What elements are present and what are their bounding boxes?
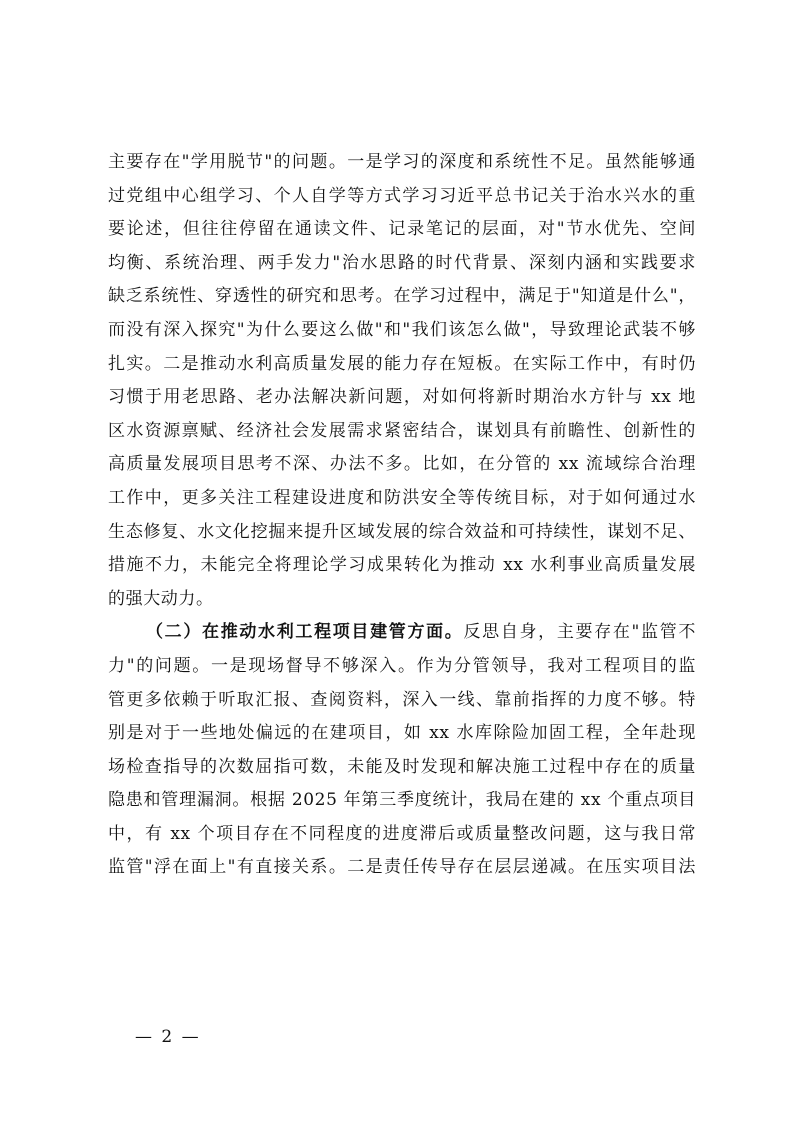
text-line: 主要存在"学用脱节"的问题。一是学习的深度和系统性不足。虽然能够通 — [108, 152, 696, 172]
text-line: 区水资源禀赋、经济社会发展需求紧密结合，谋划具有前瞻性、创新性的 — [108, 420, 696, 441]
text-line: 习惯于用老思路、老办法解决新问题，对如何将新时期治水方针与 xx 地 — [108, 387, 696, 408]
text-line: 管更多依赖于听取汇报、查阅资料，深入一线、靠前指挥的力度不够。特 — [108, 689, 696, 710]
text-line: 监管"浮在面上"有直接关系。二是责任传导存在层层递减。在压实项目法 — [108, 857, 696, 878]
text-line: 均衡、系统治理、两手发力"治水思路的时代背景、深刻内涵和实践要求 — [108, 252, 696, 273]
text-line: 要论述，但往往停留在通读文件、记录笔记的层面，对"节水优先、空间 — [108, 219, 696, 240]
text-line: 场检查指导的次数屈指可数，未能及时发现和解决施工过程中存在的质量 — [108, 756, 696, 777]
section-heading-line — [108, 616, 696, 650]
text-line: 隐患和管理漏洞。根据 2025 年第三季度统计，我局在建的 xx 个重点项目 — [108, 790, 696, 811]
text-line: 的强大动力。 — [108, 588, 214, 609]
text-span: 反思自身，主要存在"监管不 — [463, 622, 697, 643]
section-heading: （二）在推动水利工程项目建管方面。 — [146, 622, 464, 643]
text-line: 而没有深入探究"为什么要这么做"和"我们该怎么做"，导致理论武装不够 — [108, 319, 696, 340]
text-line: 生态修复、水文化挖掘来提升区域发展的综合效益和可持续性，谋划不足、 — [108, 521, 696, 542]
text-line: 工作中，更多关注工程建设进度和防洪安全等传统目标，对于如何通过水 — [108, 487, 696, 508]
text-line: 扎实。二是推动水利高质量发展的能力存在短板。在实际工作中，有时仍 — [108, 353, 696, 374]
body-text — [108, 146, 696, 885]
text-line: 别是对于一些地处偏远的在建项目，如 xx 水库除险加固工程，全年赴现 — [108, 723, 696, 744]
page-number: — 2 — — [135, 1027, 201, 1047]
text-line: 过党组中心组学习、个人自学等方式学习习近平总书记关于治水兴水的重 — [108, 185, 696, 206]
text-line: 缺乏系统性、穿透性的研究和思考。在学习过程中，满足于"知道是什么"， — [108, 286, 696, 307]
text-line: 高质量发展项目思考不深、办法不多。比如，在分管的 xx 流域综合治理 — [108, 454, 696, 475]
text-line: 力"的问题。一是现场督导不够深入。作为分管领导，我对工程项目的监 — [108, 655, 696, 676]
text-line: 措施不力，未能完全将理论学习成果转化为推动 xx 水利事业高质量发展 — [108, 555, 696, 576]
text-line: 中，有 xx 个项目存在不同程度的进度滞后或质量整改问题，这与我日常 — [108, 823, 696, 844]
